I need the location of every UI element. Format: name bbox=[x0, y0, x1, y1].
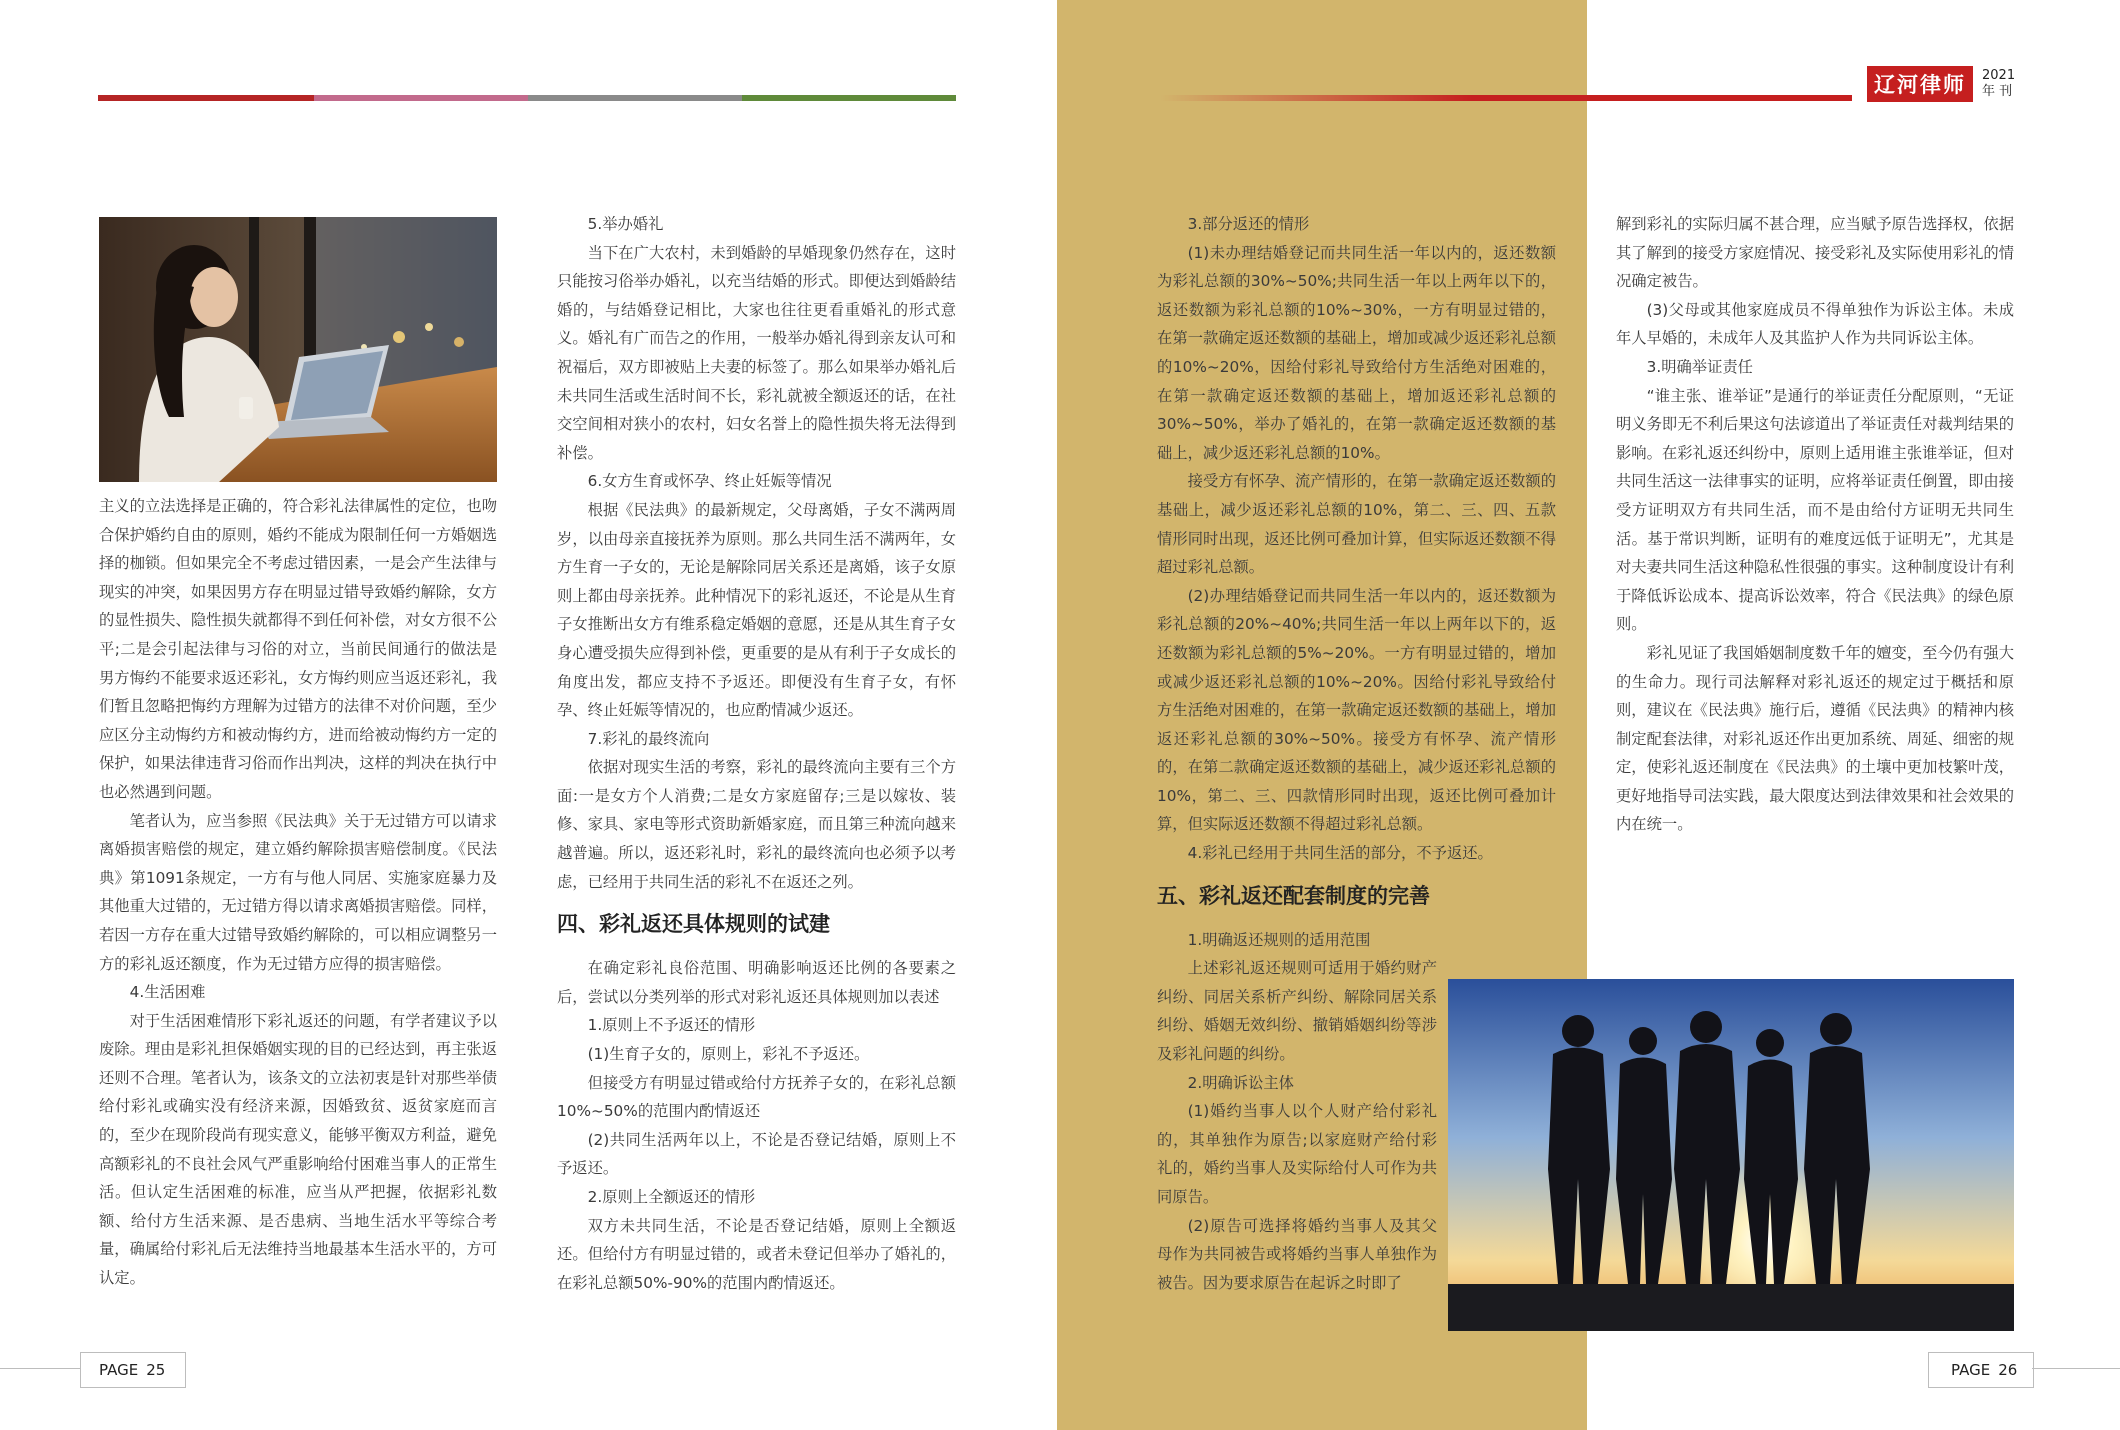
top-rule-gray bbox=[528, 95, 742, 101]
paragraph: (3)父母或其他家庭成员不得单独作为诉讼主体。未成年人早婚的，未成年人及其监护人作为共同诉讼主体。 bbox=[1616, 300, 2014, 348]
page-number: 25 bbox=[146, 1361, 166, 1379]
paragraph: (1)未办理结婚登记而共同生活一年以内的，返还数额为彩礼总额的30%~50%;共同生活一年以上两年以下的，返还数额为彩礼总额的10%~30%，一方有明显过错的，在第一款确定返还数额的基础上，增加或减少返还彩礼总额的10%~20%，因给付彩礼导致给付方生活绝对困难的，在第一款确定返还数额的基础上，增加返还彩礼总额的30%~50%，举办了婚礼的，在第一款确定返还数额的基础上，减少返还彩礼总额的10%。 bbox=[1157, 243, 1556, 462]
subheading: 3.明确举证责任 bbox=[1646, 357, 1753, 376]
page-number-left bbox=[80, 1352, 186, 1388]
paragraph: 彩礼见证了我国婚姻制度数千年的嬗变，至今仍有强大的生命力。现行司法解释对彩礼返还的规定过于概括和原则，建议在《民法典》施行后，遵循《民法典》的精神内核制定配套法律，对彩礼返还作出更加系统、周延、细密的规定，使彩礼返还制度在《民法典》的土壤中更加枝繁叶茂，更好地指导司法实践，最大限度达到法律效果和社会效果的内在统一。 bbox=[1616, 643, 2014, 834]
subheading: 6.女方生育或怀孕、终止妊娠等情况 bbox=[587, 472, 832, 491]
page-number-right bbox=[1928, 1352, 2034, 1388]
top-rule-green bbox=[742, 95, 956, 101]
subheading: 2.原则上全额返还的情形 bbox=[587, 1188, 756, 1206]
issue-type: 年 刊 bbox=[1982, 84, 2013, 99]
page-prefix: PAGE bbox=[1951, 1361, 1991, 1379]
subheading: 1.原则上不予返还的情形 bbox=[587, 1016, 756, 1035]
column-2 bbox=[557, 210, 956, 1297]
section-heading: 五、彩礼返还配套制度的完善 bbox=[1157, 883, 1430, 908]
group-silhouette-photo bbox=[1448, 979, 2014, 1331]
column-4 bbox=[1616, 210, 2014, 839]
paragraph: 在确定彩礼良俗范围、明确影响返还比例的各要素之后，尝试以分类列举的形式对彩礼返还具体规则加以表述 bbox=[557, 959, 956, 1006]
paragraph: 接受方有怀孕、流产情形的，在第一款确定返还数额的基础上，减少返还彩礼总额的10%，第二、三、四、五款情形同时出现，返还比例可叠加计算，但实际返还数额不得超过彩礼总额。 bbox=[1157, 472, 1556, 577]
paragraph: 依据对现实生活的考察，彩礼的最终流向主要有三个方面:一是女方个人消费;二是女方家庭留存;三是以嫁妆、装修、家具、家电等形式资助新婚家庭，而且第三种流向越来越普遍。所以，返还彩礼时，彩礼的最终流向也必须予以考虑，已经用于共同生活的彩礼不在返还之列。 bbox=[557, 758, 956, 891]
paragraph: (2)原告可选择将婚约当事人及其父母作为共同被告或将婚约当事人单独作为被告。因为要求原告在起诉之时即了 bbox=[1157, 1216, 1437, 1292]
issue-label bbox=[1982, 68, 2015, 100]
paragraph: (2)共同生活两年以上，不论是否登记结婚，原则上不予返还。 bbox=[557, 1130, 956, 1178]
paragraph: 上述彩礼返还规则可适用于婚约财产纠纷、同居关系析产纠纷、解除同居关系纠纷、婚姻无效纠纷、撤销婚姻纠纷等涉及彩礼问题的纠纷。 bbox=[1157, 959, 1437, 1064]
page-number: 26 bbox=[1998, 1361, 2018, 1379]
subheading: 4.生活困难 bbox=[129, 983, 206, 1002]
subheading: 2.明确诉讼主体 bbox=[1187, 1073, 1294, 1092]
paragraph: 双方未共同生活，不论是否登记结婚，原则上全额返还。但给付方有明显过错的，或者未登记但举办了婚礼的，在彩礼总额50%-90%的范围内酌情返还。 bbox=[557, 1216, 956, 1292]
paragraph: 主义的立法选择是正确的，符合彩礼法律属性的定位，也吻合保护婚约自由的原则，婚约不能成为限制任何一方婚姻选择的枷锁。但如果完全不考虑过错因素，一是会产生法律与现实的冲突，如果因男方存在明显过错导致婚约解除，女方的显性损失、隐性损失就都得不到任何补偿，对女方很不公平;二是会引起法律与习俗的对立，当前民间通行的做法是男方悔约不能要求返还彩礼，女方悔约则应当返还彩礼，我们暂且忽略把悔约方理解为过错方的法律不对价问题，至少应区分主动悔约方和被动悔约方，进而给被动悔约方一定的保护，如果法律违背习俗而作出判决，这样的判决在执行中也必然遇到问题。 bbox=[99, 497, 497, 801]
brand-logo: 辽河律师 bbox=[1867, 66, 1973, 102]
top-rule-right bbox=[1160, 95, 1852, 101]
top-rule-pink bbox=[314, 95, 528, 101]
footer-rule-right bbox=[2032, 1368, 2120, 1369]
woman-laptop-photo bbox=[99, 217, 497, 482]
paragraph: (1)婚约当事人以个人财产给付彩礼的，其单独作为原告;以家庭财产给付彩礼的，婚约当事人及实际给付人可作为共同原告。 bbox=[1157, 1102, 1437, 1206]
paragraph: 根据《民法典》的最新规定，父母离婚，子女不满两周岁，以由母亲直接抚养为原则。那么共同生活不满两年，女方生育一子女的，无论是解除同居关系还是离婚，该子女原则上都由母亲抚养。此种情况下的彩礼返还，不论是从生育子女推断出女方有维系稳定婚姻的意愿，还是从其生育子女身心遭受损失应得到补偿，更重要的是从有利于子女成长的角度出发，都应支持不予返还。即便没有生育子女，有怀孕、终止妊娠等情况的，也应酌情减少返还。 bbox=[557, 500, 956, 720]
subheading: 5.举办婚礼 bbox=[587, 215, 664, 233]
paragraph: 但接受方有明显过错或给付方抚养子女的，在彩礼总额10%~50%的范围内酌情返还 bbox=[557, 1073, 956, 1121]
paragraph: “谁主张、谁举证”是通行的举证责任分配原则，“无证明义务即无不利后果这句法谚道出了举证责任对裁判结果的影响。在彩礼返还纠纷中，原则上适用谁主张谁举证，但对共同生活这一法律事实的证明，应将举证责任倒置，即由接受方证明双方有共同生活，而不是由给付方证明无共同生活。基于常识判断，证明有的难度远低于证明无”，尤其是对夫妻共同生活这种隐私性很强的事实。这种制度设计有利于降低诉讼成本、提高诉讼效率，符合《民法典》的绿色原则。 bbox=[1616, 386, 2014, 634]
page-prefix: PAGE bbox=[99, 1361, 139, 1379]
issue-year: 2021 bbox=[1982, 68, 2016, 83]
subheading: 1.明确返还规则的适用范围 bbox=[1187, 930, 1371, 949]
footer-rule-left bbox=[0, 1368, 80, 1369]
subheading: 7.彩礼的最终流向 bbox=[587, 729, 710, 748]
paragraph: 解到彩礼的实际归属不甚合理，应当赋予原告选择权，依据其了解到的接受方家庭情况、接受彩礼及实际使用彩礼的情况确定被告。 bbox=[1616, 215, 2014, 291]
paragraph: 当下在广大农村，未到婚龄的早婚现象仍然存在，这时只能按习俗举办婚礼，以充当结婚的形式。即便达到婚龄结婚的，与结婚登记相比，大家也往往更看重婚礼的形式意义。婚礼有广而告之的作用，一般举办婚礼得到亲友认可和祝福后，双方即被贴上夫妻的标签了。那么如果举办婚礼后未共同生活或生活时间不长，彩礼就被全额返还的话，在社交空间相对狭小的农村，妇女名誉上的隐性损失将无法得到补偿。 bbox=[557, 243, 956, 462]
paragraph: (2)办理结婚登记而共同生活一年以内的，返还数额为彩礼总额的20%~40%;共同生活一年以上两年以下的，返还数额为彩礼总额的5%~20%。一方有明显过错的，增加或减少返还彩礼总额的10%~20%。因给付彩礼导致给付方生活绝对困难的，在第一款确定返还数额的基础上，增加返还彩礼总额的30%~50%。接受方有怀孕、流产情形的，在第二款确定返还数额的基础上，减少返还彩礼总额的10%，第二、三、四款情形同时出现，返还比例可叠加计算，但实际返还数额不得超过彩礼总额。 bbox=[1157, 586, 1556, 834]
paragraph: 4.彩礼已经用于共同生活的部分，不予返还。 bbox=[1187, 844, 1493, 863]
top-rule-red bbox=[98, 95, 314, 101]
subheading: 3.部分返还的情形 bbox=[1187, 215, 1310, 233]
column-1 bbox=[99, 492, 497, 1293]
paragraph: 笔者认为，应当参照《民法典》关于无过错方可以请求离婚损害赔偿的规定，建立婚约解除损害赔偿制度。《民法典》第1091条规定，一方有与他人同居、实施家庭暴力及其他重大过错的，无过错方得以请求离婚损害赔偿。同样，若因一方存在重大过错导致婚约解除的，可以相应调整另一方的彩礼返还额度，作为无过错方应得的损害赔偿。 bbox=[99, 811, 497, 973]
paragraph: 对于生活困难情形下彩礼返还的问题，有学者建议予以废除。理由是彩礼担保婚姻实现的目的已经达到，再主张返还则不合理。笔者认为，该条文的立法初衷是针对那些举债给付彩礼或确实没有经济来源，因婚致贫、返贫家庭而言的，至少在现阶段尚有现实意义，能够平衡双方利益，避免高额彩礼的不良社会风气严重影响给付困难当事人的正常生活。但认定生活困难的标准，应当从严把握，依据彩礼数额、给付方生活来源、是否患病、当地生活水平等综合考量，确属给付彩礼后无法维持当地最基本生活水平的，方可认定。 bbox=[99, 1011, 497, 1288]
section-heading: 四、彩礼返还具体规则的试建 bbox=[557, 912, 830, 937]
paragraph: (1)生育子女的，原则上，彩礼不予返还。 bbox=[587, 1045, 870, 1064]
